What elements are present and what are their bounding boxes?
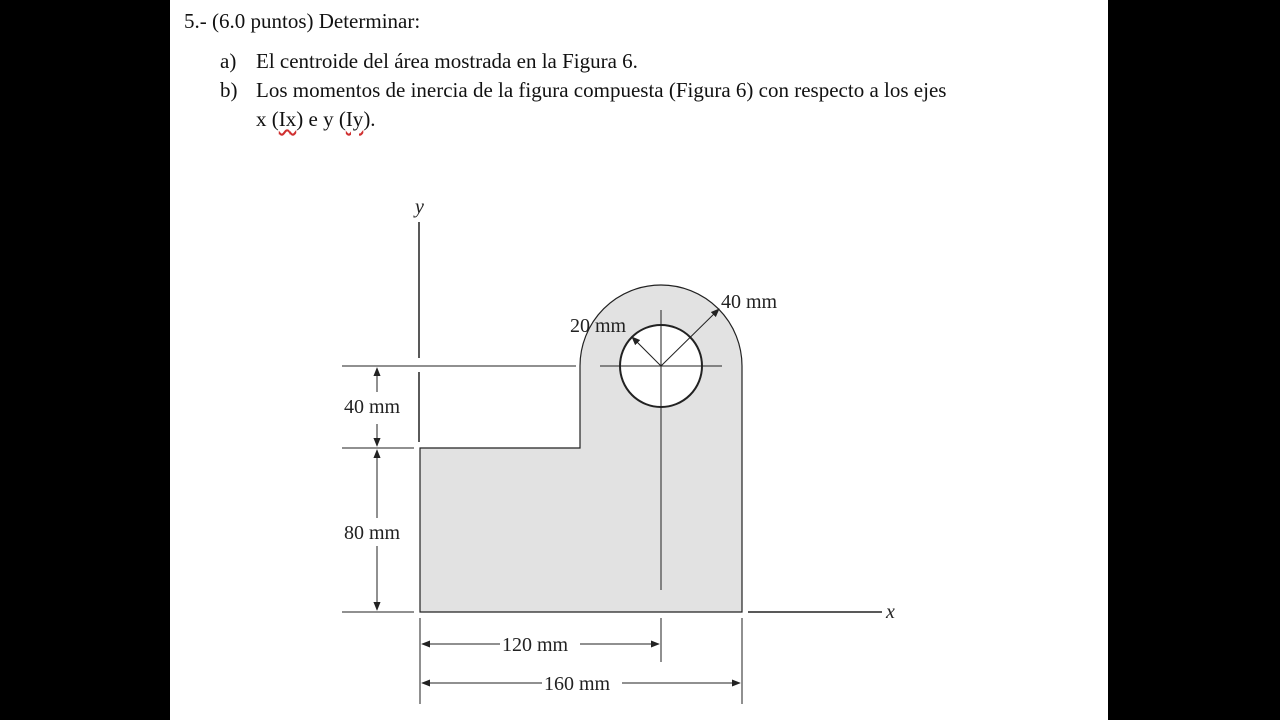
x-axis-label: x [886, 601, 895, 623]
item-b-x-text: x ( [256, 107, 279, 131]
item-a-label: a) [220, 49, 237, 73]
item-a-text: El centroide del área mostrada en la Figura 6. [256, 49, 638, 73]
item-b-text: Los momentos de inercia de la figura compuesta (Figura 6) con respecto a los ejes [256, 78, 947, 102]
outer-radius-label: 40 mm [721, 291, 778, 313]
item-b-end-text: ). [363, 107, 376, 131]
dim-120-label: 120 mm [502, 634, 569, 656]
dim-160-label: 160 mm [544, 673, 611, 695]
figure-6 [170, 0, 1108, 720]
hole-radius-label: 20 mm [570, 315, 627, 337]
ix-symbol: Ix [278, 107, 297, 131]
item-b-label: b) [220, 78, 238, 102]
y-axis-label: y [415, 196, 424, 218]
problem-heading: 5.- (6.0 puntos) Determinar: [184, 9, 421, 33]
dim-40-label: 40 mm [344, 396, 401, 418]
dim-80-label: 80 mm [344, 522, 401, 544]
iy-symbol: Iy [345, 107, 364, 131]
document-page [170, 0, 1108, 720]
item-b-mid-text: ) e y ( [296, 107, 346, 131]
